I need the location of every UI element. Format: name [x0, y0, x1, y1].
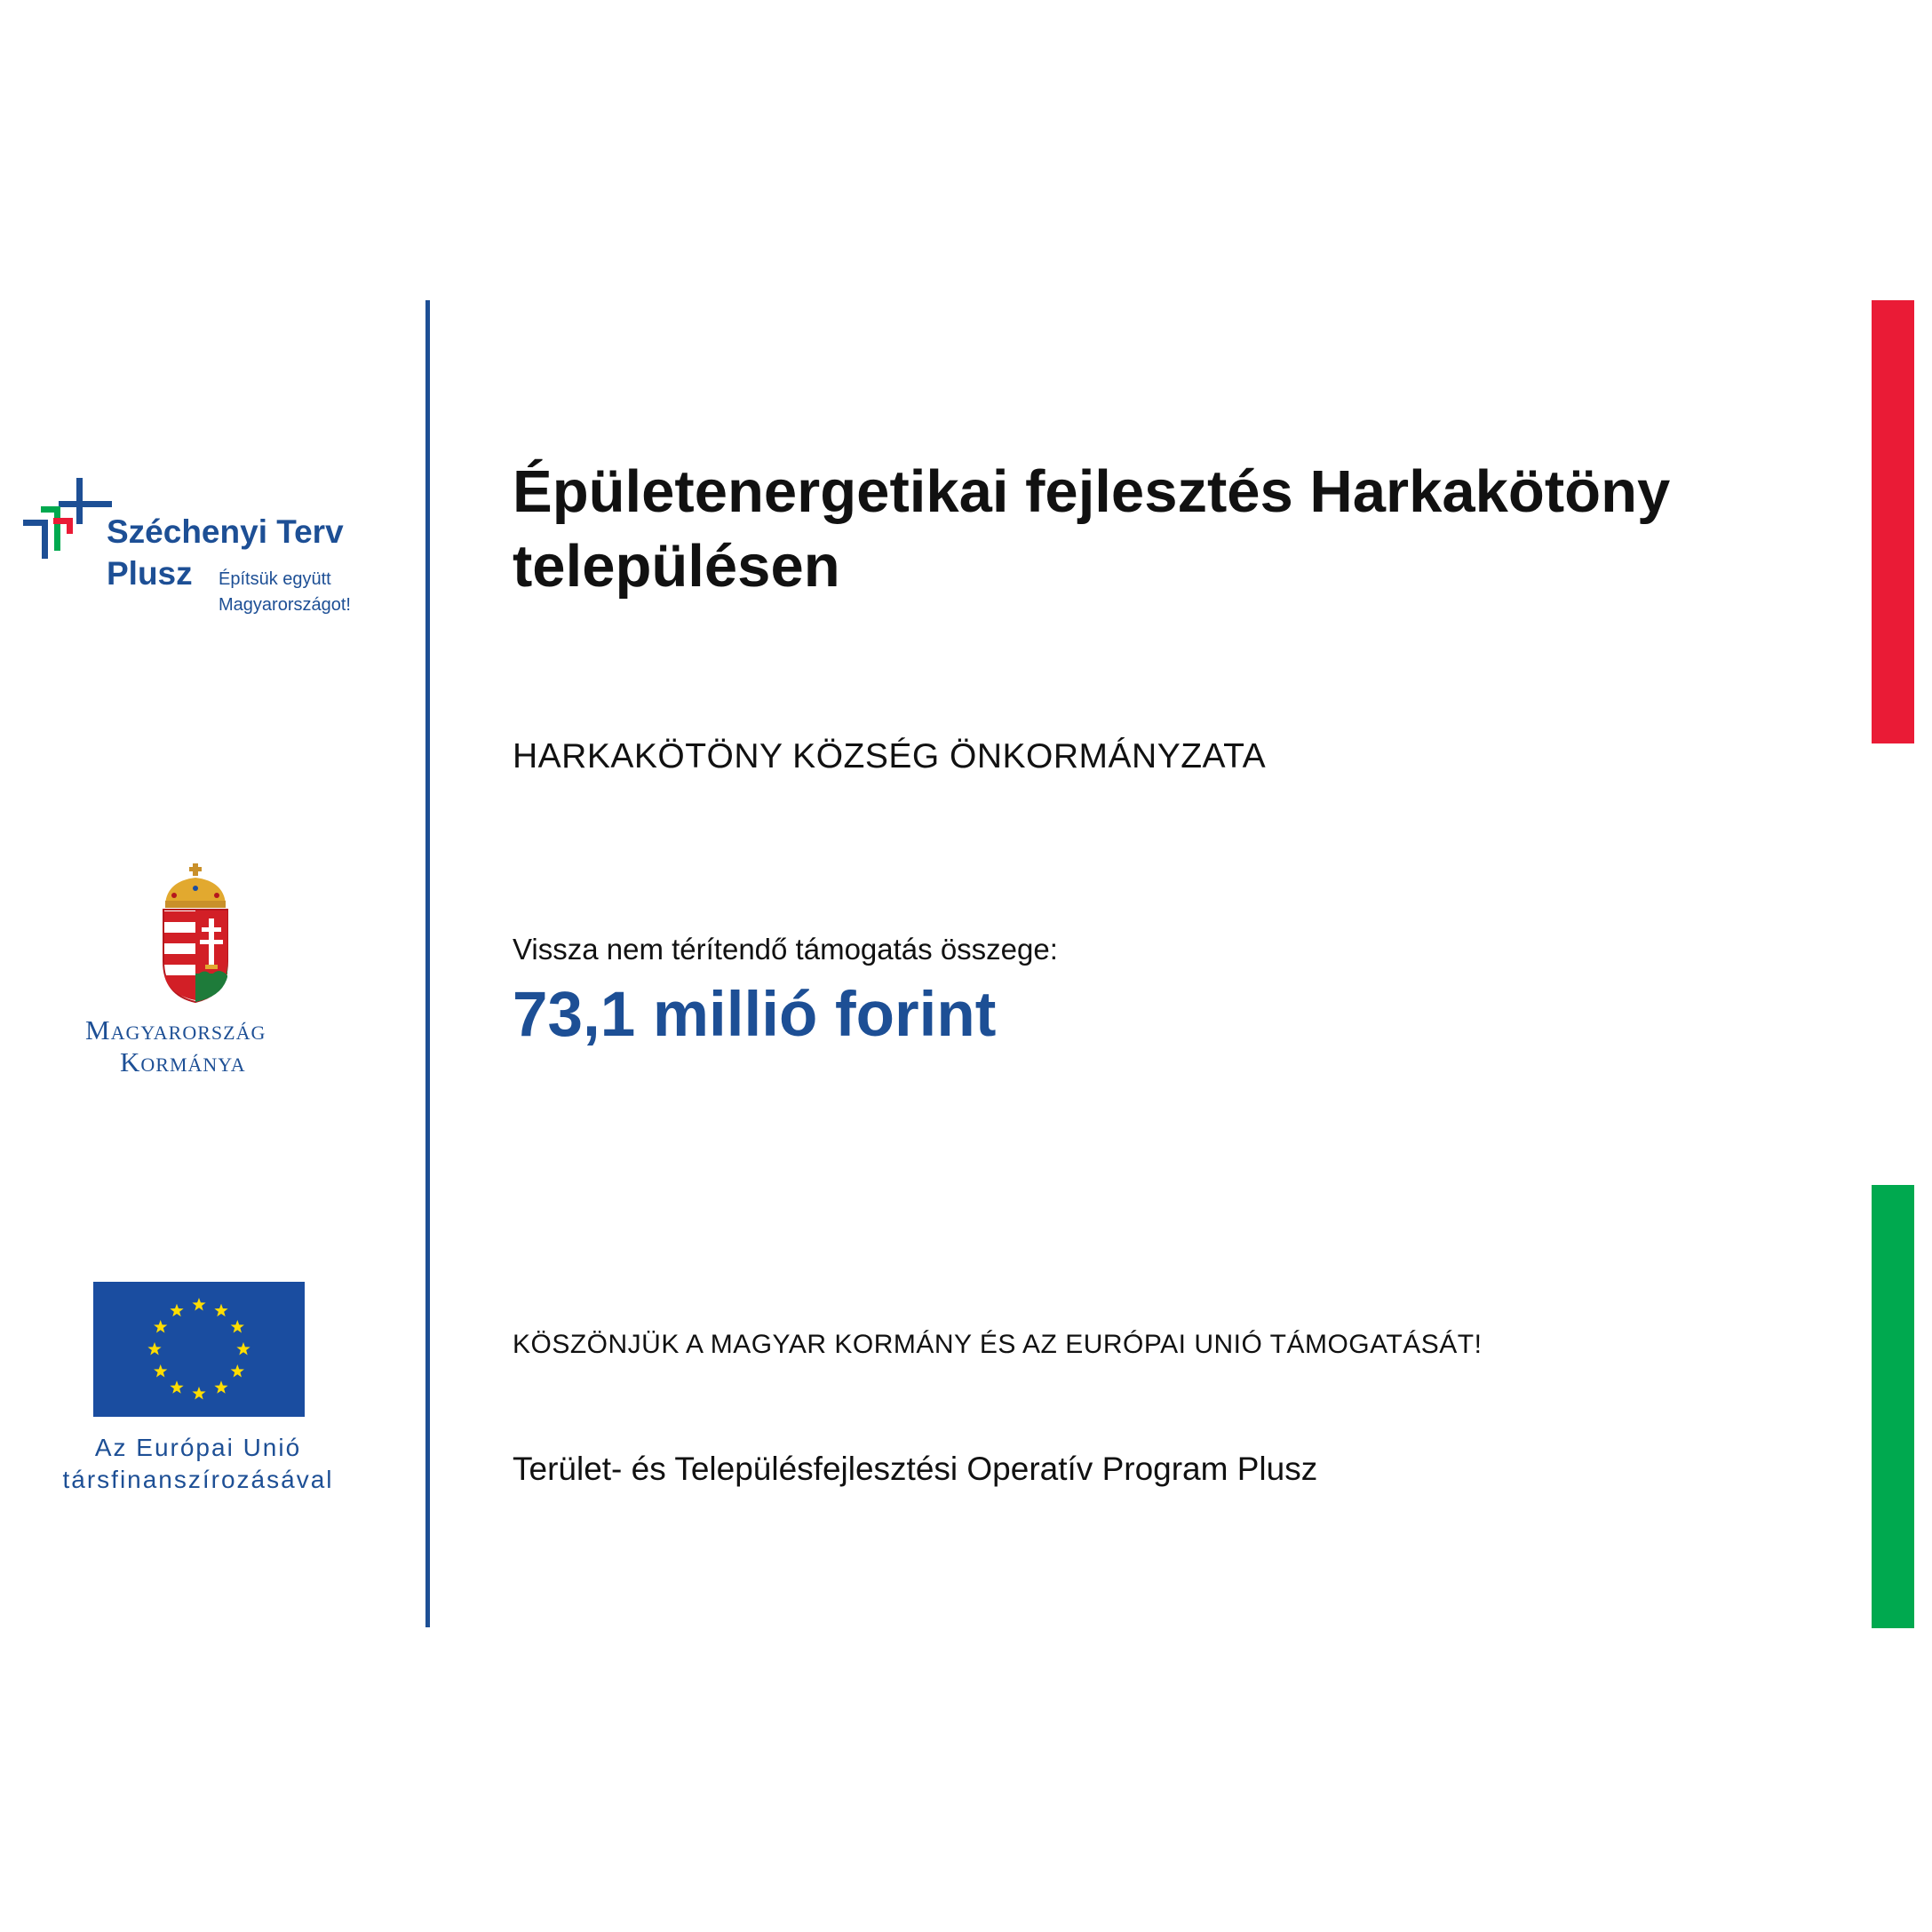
- slogan-line1: Építsük együtt: [219, 569, 331, 589]
- szechenyi-plus-icon: [23, 478, 112, 567]
- szechenyi-slogan: [219, 567, 351, 618]
- green-flag-stripe: [1872, 1185, 1914, 1628]
- eu-line2: társfinanszírozásával: [62, 1466, 334, 1493]
- beneficiary-name: HARKAKÖTÖNY KÖZSÉG ÖNKORMÁNYZATA: [513, 737, 1267, 775]
- szechenyi-plusz: Plusz: [107, 555, 193, 592]
- red-flag-stripe: [1872, 300, 1914, 743]
- thanks-message: KÖSZÖNJÜK A MAGYAR KORMÁNY ÉS AZ EURÓPAI UNIÓ TÁMOGATÁSÁT!: [513, 1330, 1483, 1359]
- slogan-line2: Magyarországot!: [219, 595, 351, 615]
- government-line1: Magyarország: [85, 1014, 266, 1046]
- government-line2: Kormánya: [120, 1046, 246, 1077]
- eu-flag-icon: [93, 1282, 305, 1417]
- eu-line1: Az Európai Unió: [94, 1434, 302, 1461]
- grant-amount: 73,1 millió forint: [513, 980, 997, 1050]
- vertical-separator: [425, 300, 430, 1627]
- program-name: Terület- és Településfejlesztési Operatív Program Plusz: [513, 1451, 1318, 1487]
- project-title: Épületenergetikai fejlesztés Harkakötöny településen: [513, 458, 1671, 600]
- hungarian-coat-of-arms-icon: [160, 862, 231, 1004]
- grant-label: Vissza nem térítendő támogatás összege:: [513, 933, 1058, 966]
- szechenyi-title: Széchenyi Terv: [107, 513, 344, 550]
